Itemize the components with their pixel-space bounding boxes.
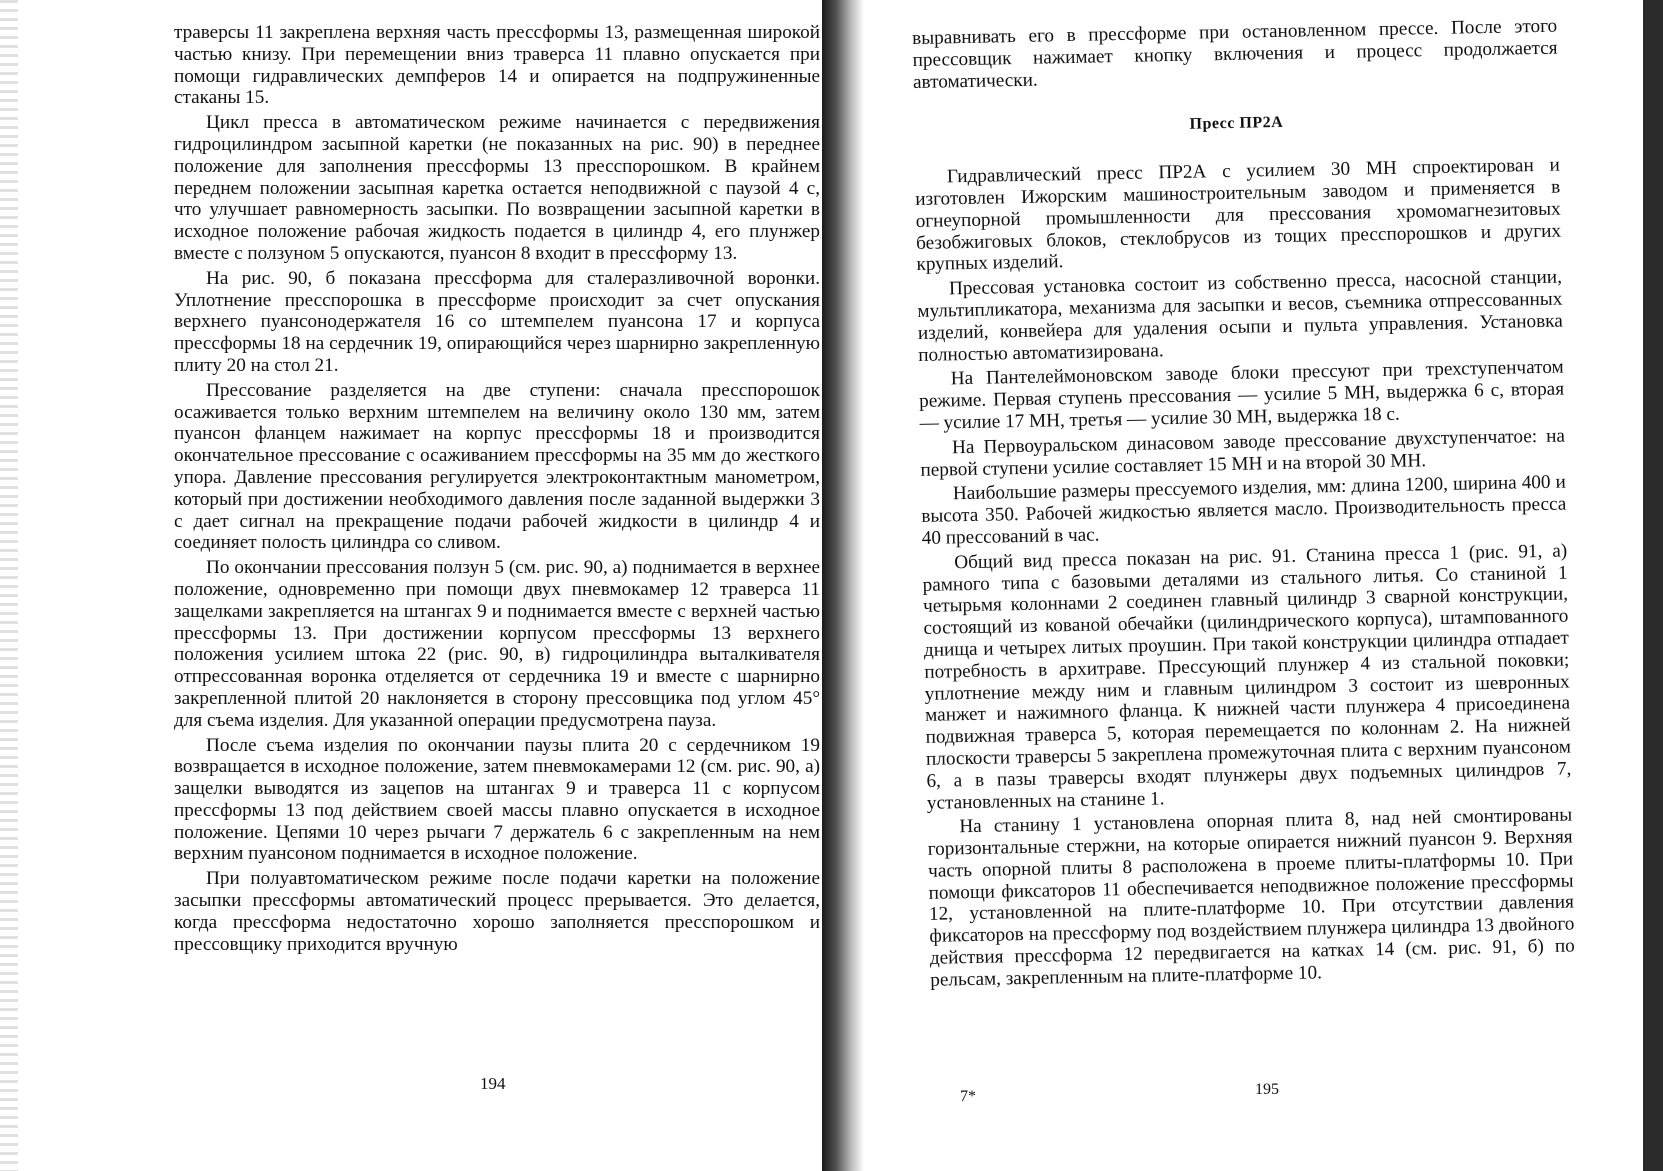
left-paragraph-6: После съема изделия по окончании паузы плита 20 с сердечником 19 возвращается в исходное положение, затем пневмокамерами 12 (см. рис. 90, а) защелки выводятся из зацепов на штангах 9 и траверса 11 с корпусом прессформы 13 под действием своей массы плавно опускается в исходное положение. Цепями 10 через рычаги 7 держатель 6 с закрепленным на нем верхним пуансоном поднимается в исходное положение. [174, 734, 820, 865]
right-paragraph-4: На Первоуральском динасовом заводе прессование двухступенчатое: на первой ступени усилие составляет 15 МН и на второй 30 МН. [920, 425, 1566, 481]
left-paragraph-7: При полуавтоматическом режиме после подачи каретки на положение засыпки прессформы автоматический процесс прерывается. Это делается, когда прессформа недостаточно хорошо заполняется пресспорошком и прессовщику приходится вручную [174, 868, 820, 955]
right-paragraph-3: На Пантелеймоновском заводе блоки прессуют при трехступенчатом режиме. Первая ступень прессования — усилие 5 МН, выдержка 6 с, вторая — усилие 17 МН, третья — усилие 30 МН, выдержка 18 с. [918, 356, 1565, 434]
book-gutter [822, 0, 864, 1171]
left-paragraph-1: траверсы 11 закреплена верхняя часть прессформы 13, размещенная широкой частью книзу. При перемещении вниз траверса 11 плавно опускается при помощи гидравлических демпферов 14 и опирается на подпружиненные стаканы 15. [174, 22, 820, 109]
scan-edge-left [0, 0, 18, 1171]
left-paragraph-2: Цикл пресса в автоматическом режиме начинается с передвижения гидроцилиндром засыпной каретки (не показанных на рис. 90) в переднее положение для заполнения прессформы 13 пресспорошком. В крайнем переднем положении засыпная каретка остается неподвижной с паузой 4 с, что улучшает равномерность засыпки. По возвращении засыпной каретки в исходное положение рабочая жидкость подается в цилиндр 4, его плунжер вместе с ползуном 5 опускаются, пуансон 8 входит в прессформу 13. [174, 112, 820, 264]
right-paragraph-2: Прессовая установка состоит из собственно пресса, насосной станции, мультипликатора, механизма для засыпки и весов, съемника отпрессованных изделий, конвейера для удаления осыпи и пульта управления. Установка полностью автоматизирована. [917, 266, 1563, 366]
left-paragraph-4: Прессование разделяется на две ступени: сначала пресспорошок осаживается только верхним штемпелем на величину около 130 мм, затем пуансон фланцем нажимает на корпус прессформы 18 и производится окончательное прессование с осаживанием прессформы на 35 мм до жесткого упора. Давление прессования регулируется электроконтактным манометром, который при достижении необходимого давления после заданной выдержки 3 с дает сигнал на прекращение подачи рабочей жидкости в цилиндр 4 и соединяет полость цилиндра со сливом. [174, 379, 820, 554]
left-page [174, 22, 820, 958]
right-paragraph-continued: выравнивать его в прессформе при остановленном прессе. После этого прессовщик нажимает кнопку включения и процесс продолжается автоматически. [912, 15, 1558, 93]
right-paragraph-5: Наибольшие размеры прессуемого изделия, мм: длина 1200, ширина 400 и высота 350. Рабочей жидкостью является масло. Производительность пресса 40 прессований в час. [921, 471, 1567, 549]
right-paragraph-7: На станину 1 установлена опорная плита 8, над ней смонтированы горизонтальные стержни, на которые опирается нижний пуансон 9. Верхняя часть опорной плиты 8 расположена в проеме плиты-платформы 10. При помощи фиксаторов 11 обеспечивается неподвижное положение прессформы 12, установленной на плите-платформе 10. При отсутствии давления фиксаторов на прессформу под воздействием плунжера цилиндра 13 двойного действия прессформа 12 передвигается на катках 14 (см. рис. 91, б) по рельсам, закрепленным на плите-платформе 10. [927, 804, 1575, 991]
right-page [912, 16, 1575, 995]
right-paragraph-6: Общий вид пресса показан на рис. 91. Станина пресса 1 (рис. 91, а) рамного типа с базовыми деталями из стального литья. Со станиной 1 четырьмя колоннами 2 соединен главный цилиндр 3 сварной конструкции, состоящий из кованой обечайки (цилиндрического корпуса), штампованного днища и четырех литых проушин. При такой конструкции цилиндра отпадает потребность в архитраве. Прессующий плунжер 4 из стальной поковки; уплотнение между ним и главным цилиндром 3 состоит из шевронных манжет и нажимного фланца. К нижней части плунжера 4 присоединена подвижная траверса 5, которая перемещается по колоннам 2. На нижней плоскости траверсы 5 закреплена промежуточная плита с верхним пуансоном 6, а в пазы траверсы входят плунжеры двух подъемных цилиндров 7, установленных на станине 1. [922, 540, 1572, 814]
scan-edge-right [1643, 0, 1663, 1171]
left-paragraph-3: На рис. 90, б показана прессформа для сталеразливочной воронки. Уплотнение пресспорошка в прессформе происходит за счет опускания верхнего пуансонодержателя 16 со штемпелем пуансона 17 и корпуса прессформы 18 на сердечник 19, опирающийся через шарнирно закрепленную плиту 20 на стол 21. [174, 267, 820, 376]
right-page-number: 195 [1255, 1081, 1279, 1098]
right-paragraph-1: Гидравлический пресс ПР2А с усилием 30 МН спроектирован и изготовлен Ижорским машиностроительным заводом и применяется в огнеупорной промышленности для прессования хромомагнезитовых безобжиговых блоков, стеклобрусов из тощих пресспорошков и других крупных изделий. [915, 154, 1562, 276]
left-paragraph-5: По окончании прессования ползун 5 (см. рис. 90, а) поднимается в верхнее положение, одновременно при помощи двух пневмокамер 12 траверса 11 защелками закрепляется на штангах 9 и поднимается вместе с верхней частью прессформы 13. При достижении корпусом прессформы 13 верхнего положения усилием штока 22 (рис. 90, в) гидроцилиндра выталкивателя отпрессованная воронка отделяется от сердечника 19 и вместе с шарнирно закрепленной плитой 20 наклоняется в сторону прессовщика под углом 45° для съема изделия. Для указанной операции предусмотрена пауза. [174, 557, 820, 731]
section-heading: Пресс ПР2А [1189, 114, 1284, 134]
signature-mark: 7* [960, 1088, 976, 1105]
left-page-number: 194 [480, 1074, 506, 1093]
